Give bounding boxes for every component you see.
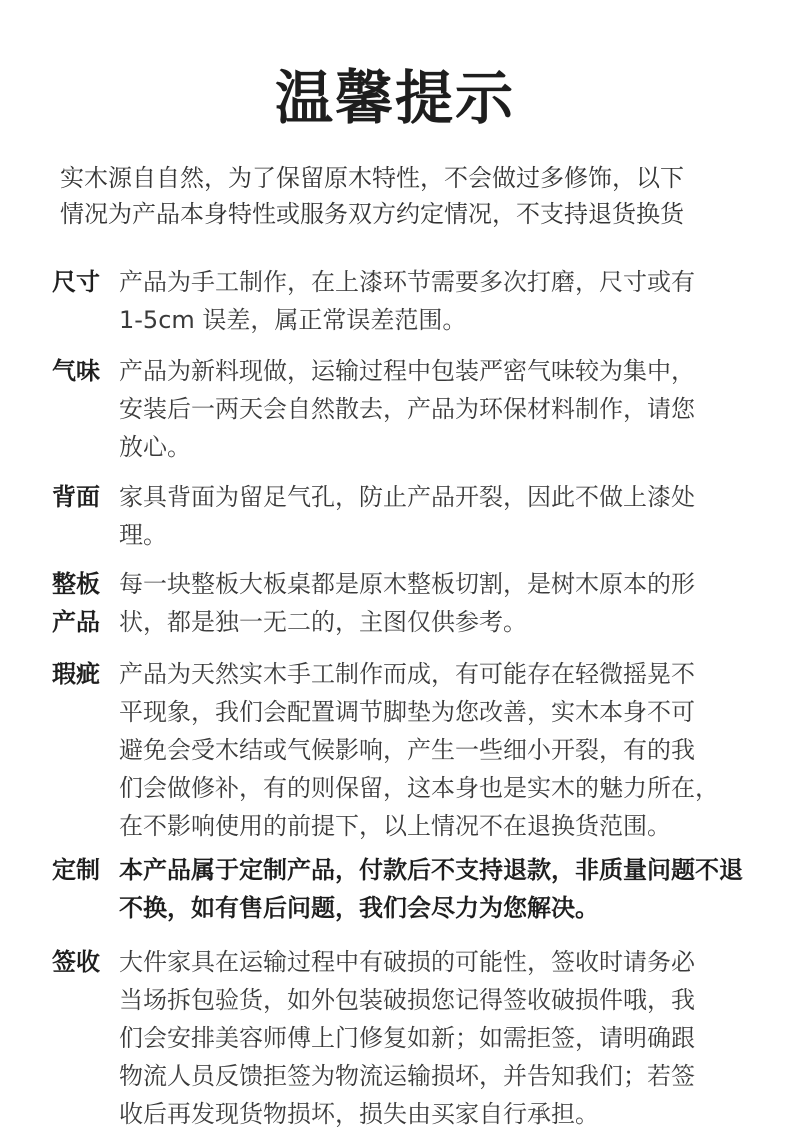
section-text bbox=[119, 851, 751, 927]
section-text-line: 避免会受木结或气候影响，产生一些细小开裂，有的我 bbox=[119, 736, 695, 764]
section-label bbox=[52, 851, 114, 889]
section-text-line: 大件家具在运输过程中有破损的可能性，签收时请务必 bbox=[119, 948, 695, 976]
section-label bbox=[52, 352, 114, 390]
section-text bbox=[119, 263, 751, 339]
section-label-line: 背面 bbox=[52, 483, 100, 511]
intro-paragraph bbox=[60, 160, 740, 232]
section-text-line: 在不影响使用的前提下，以上情况不在退换货范围。 bbox=[119, 812, 671, 840]
page-title: 温馨提示 bbox=[274, 64, 515, 132]
section-text-line: 产品为天然实木手工制作而成，有可能存在轻微摇晃不 bbox=[119, 660, 695, 688]
section-text-line: 家具背面为留足气孔，防止产品开裂，因此不做上漆处 bbox=[119, 483, 695, 511]
section-label bbox=[52, 478, 114, 516]
section-text-line: 平现象，我们会配置调节脚垫为您改善，实木本身不可 bbox=[119, 698, 695, 726]
section-text-line: 们会安排美容师傅上门修复如新；如需拒签，请明确跟 bbox=[119, 1024, 695, 1052]
section-text bbox=[119, 565, 751, 641]
section-text-line: 状，都是独一无二的，主图仅供参考。 bbox=[119, 608, 527, 636]
section-text bbox=[119, 943, 751, 1133]
section-label-line: 定制 bbox=[52, 856, 100, 884]
section-label bbox=[52, 565, 114, 641]
section-text-line: 收后再发现货物损坏，损失由买家自行承担。 bbox=[119, 1100, 599, 1128]
section-label-line: 尺寸 bbox=[52, 268, 100, 296]
section-text bbox=[119, 352, 751, 466]
section-text-line: 产品为新料现做，运输过程中包装严密气味较为集中， bbox=[119, 357, 695, 385]
intro-line: 情况为产品本身特性或服务双方约定情况，不支持退货换货 bbox=[60, 200, 684, 228]
section-label bbox=[52, 655, 114, 693]
section-label-line: 整板 bbox=[52, 570, 100, 598]
section-text-line: 安装后一两天会自然散去，产品为环保材料制作，请您 bbox=[119, 395, 695, 423]
section-text-line: 产品为手工制作，在上漆环节需要多次打磨，尺寸或有 bbox=[119, 268, 695, 296]
section-text-line: 理。 bbox=[119, 521, 167, 549]
section-label-line: 签收 bbox=[52, 948, 100, 976]
section-label bbox=[52, 263, 114, 301]
section-text-line: 物流人员反馈拒签为物流运输损坏，并告知我们；若签 bbox=[119, 1062, 695, 1090]
section-label-line: 瑕疵 bbox=[52, 660, 100, 688]
section-text-line: 不换，如有售后问题，我们会尽力为您解决。 bbox=[119, 894, 599, 922]
section-text-line: 当场拆包验货，如外包装破损您记得签收破损件哦，我 bbox=[119, 986, 695, 1014]
section-text bbox=[119, 478, 751, 554]
section-text-line: 们会做修补，有的则保留，这本身也是实木的魅力所在， bbox=[119, 774, 719, 802]
section-label bbox=[52, 943, 114, 981]
intro-line: 实木源自自然，为了保留原木特性，不会做过多修饰，以下 bbox=[60, 164, 684, 192]
section-text bbox=[119, 655, 751, 845]
section-text-line: 本产品属于定制产品，付款后不支持退款，非质量问题不退 bbox=[119, 856, 743, 884]
section-label-line: 产品 bbox=[52, 608, 100, 636]
section-text-line: 放心。 bbox=[119, 433, 191, 461]
section-text-line: 1-5cm 误差，属正常误差范围。 bbox=[119, 306, 467, 334]
section-label-line: 气味 bbox=[52, 357, 100, 385]
section-text-line: 每一块整板大板桌都是原木整板切割，是树木原本的形 bbox=[119, 570, 695, 598]
